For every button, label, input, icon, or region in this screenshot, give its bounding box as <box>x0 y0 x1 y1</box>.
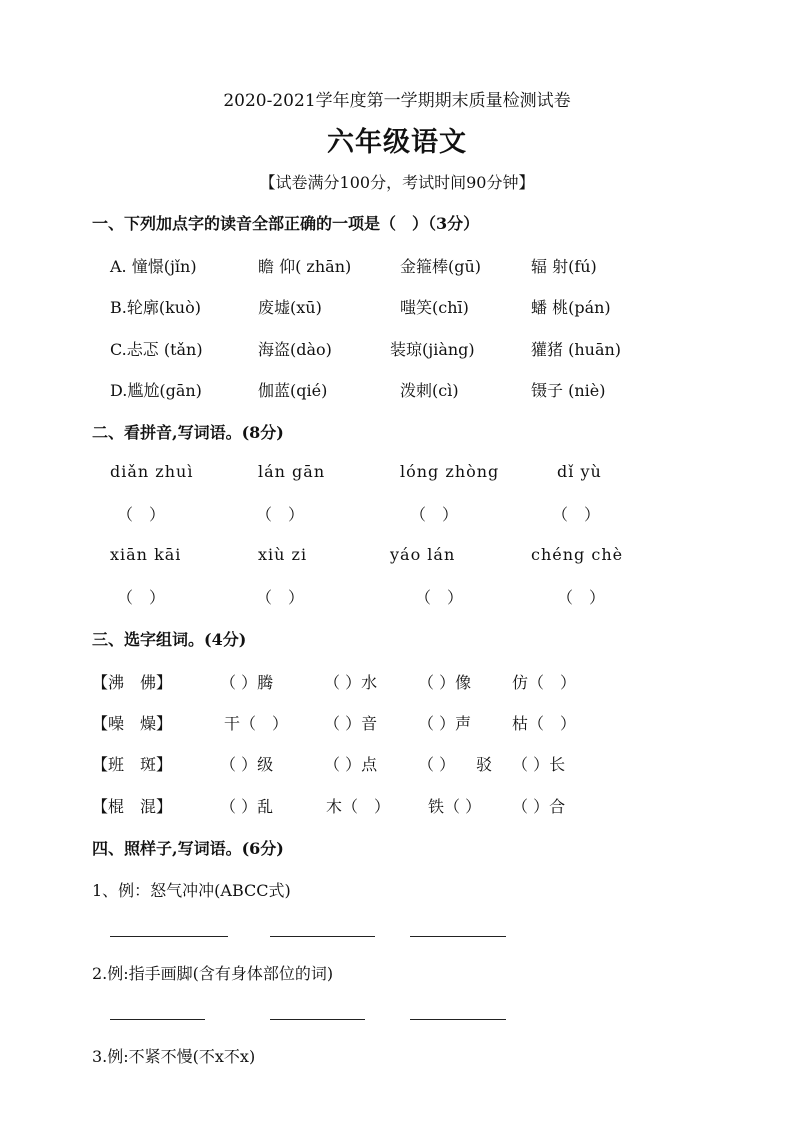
char-pair-2: 【噪 燥】 <box>92 714 173 733</box>
word-item: （ ）声 <box>418 714 472 733</box>
answer-blank[interactable]: （ ） <box>410 505 459 524</box>
option-c-2: 海盗(dào) <box>258 340 332 359</box>
answer-line[interactable] <box>270 936 375 937</box>
word-item: （ ） <box>418 755 456 774</box>
pinyin-6: xiù zi <box>258 545 308 564</box>
word-item: （ ）乱 <box>220 797 274 816</box>
option-d-3: 泼刺(cì) <box>400 381 459 400</box>
char-pair-3: 【班 斑】 <box>92 755 173 774</box>
answer-blank[interactable]: （ ） <box>256 505 305 524</box>
char-pair-1: 【沸 佛】 <box>92 673 173 692</box>
answer-blank[interactable]: （ ） <box>117 588 166 607</box>
pinyin-4: dǐ yù <box>557 462 602 481</box>
option-d-1: D.尴尬(gān) <box>110 381 202 400</box>
word-item: （ ）合 <box>512 797 566 816</box>
option-d-4: 镊子 (niè) <box>531 381 606 400</box>
pinyin-5: xiān kāi <box>110 545 182 564</box>
word-item: 木（ ） <box>326 797 391 816</box>
option-c-4: 獾猪 (huān) <box>531 340 622 359</box>
option-a-3: 金箍棒(gū) <box>400 257 482 276</box>
word-item: 仿（ ） <box>512 673 577 692</box>
pinyin-2: lán gān <box>258 462 326 481</box>
pinyin-8: chéng chè <box>531 545 624 564</box>
word-item: （ ）水 <box>324 673 378 692</box>
word-item: （ ）像 <box>418 673 472 692</box>
answer-line[interactable] <box>110 936 228 937</box>
answer-line[interactable] <box>410 1019 506 1020</box>
word-item: （ ）腾 <box>220 673 274 692</box>
answer-blank[interactable]: （ ） <box>117 505 166 524</box>
char-pair-4: 【棍 混】 <box>92 797 173 816</box>
option-c-1: C.忐忑 (tǎn) <box>110 340 203 359</box>
option-b-1: B.轮廓(kuò) <box>110 298 201 317</box>
example-1: 1、例：怒气冲冲(ABCC式) <box>92 881 291 900</box>
pinyin-7: yáo lán <box>390 545 456 564</box>
exam-title: 2020-2021学年度第一学期期末质量检测试卷 <box>223 91 571 111</box>
option-d-2: 伽蓝(qié) <box>258 381 328 400</box>
word-item: （ ）级 <box>220 755 274 774</box>
option-b-4: 蟠 桃(pán) <box>531 298 611 317</box>
section4-heading: 四、照样子,写词语。(6分) <box>92 839 284 858</box>
answer-blank[interactable]: （ ） <box>415 588 464 607</box>
subject-title: 六年级语文 <box>327 127 467 158</box>
word-item: （ ）点 <box>324 755 378 774</box>
option-b-2: 废墟(xū) <box>258 298 322 317</box>
answer-line[interactable] <box>110 1019 205 1020</box>
word-item: （ ）音 <box>324 714 378 733</box>
option-b-3: 嗤笑(chī) <box>400 298 469 317</box>
option-c-3: 装琼(jiàng) <box>390 340 475 359</box>
word-item: 驳 <box>476 755 493 774</box>
word-item: 干（ ） <box>224 714 289 733</box>
exam-info: 【试卷满分100分，考试时间90分钟】 <box>259 173 535 192</box>
pinyin-1: diǎn zhuì <box>110 462 194 481</box>
section1-heading: 一、下列加点字的读音全部正确的一项是（ ）（3分） <box>92 214 480 233</box>
option-a-2: 瞻 仰( zhān) <box>258 257 352 276</box>
answer-blank[interactable]: （ ） <box>557 588 606 607</box>
example-2: 2.例:指手画脚(含有身体部位的词) <box>92 964 334 983</box>
section2-heading: 二、看拼音,写词语。(8分) <box>92 423 284 442</box>
answer-line[interactable] <box>410 936 506 937</box>
answer-line[interactable] <box>270 1019 365 1020</box>
option-a-1: A. 憧憬(jǐn) <box>110 257 197 276</box>
option-a-4: 辐 射(fú) <box>531 257 597 276</box>
answer-blank[interactable]: （ ） <box>256 588 305 607</box>
word-item: 铁（ ） <box>428 797 482 816</box>
word-item: 枯（ ） <box>512 714 577 733</box>
pinyin-3: lóng zhòng <box>400 462 500 481</box>
word-item: （ ）长 <box>512 755 566 774</box>
section3-heading: 三、选字组词。(4分) <box>92 630 247 649</box>
example-3: 3.例:不紧不慢(不x不x) <box>92 1047 256 1066</box>
answer-blank[interactable]: （ ） <box>552 505 601 524</box>
